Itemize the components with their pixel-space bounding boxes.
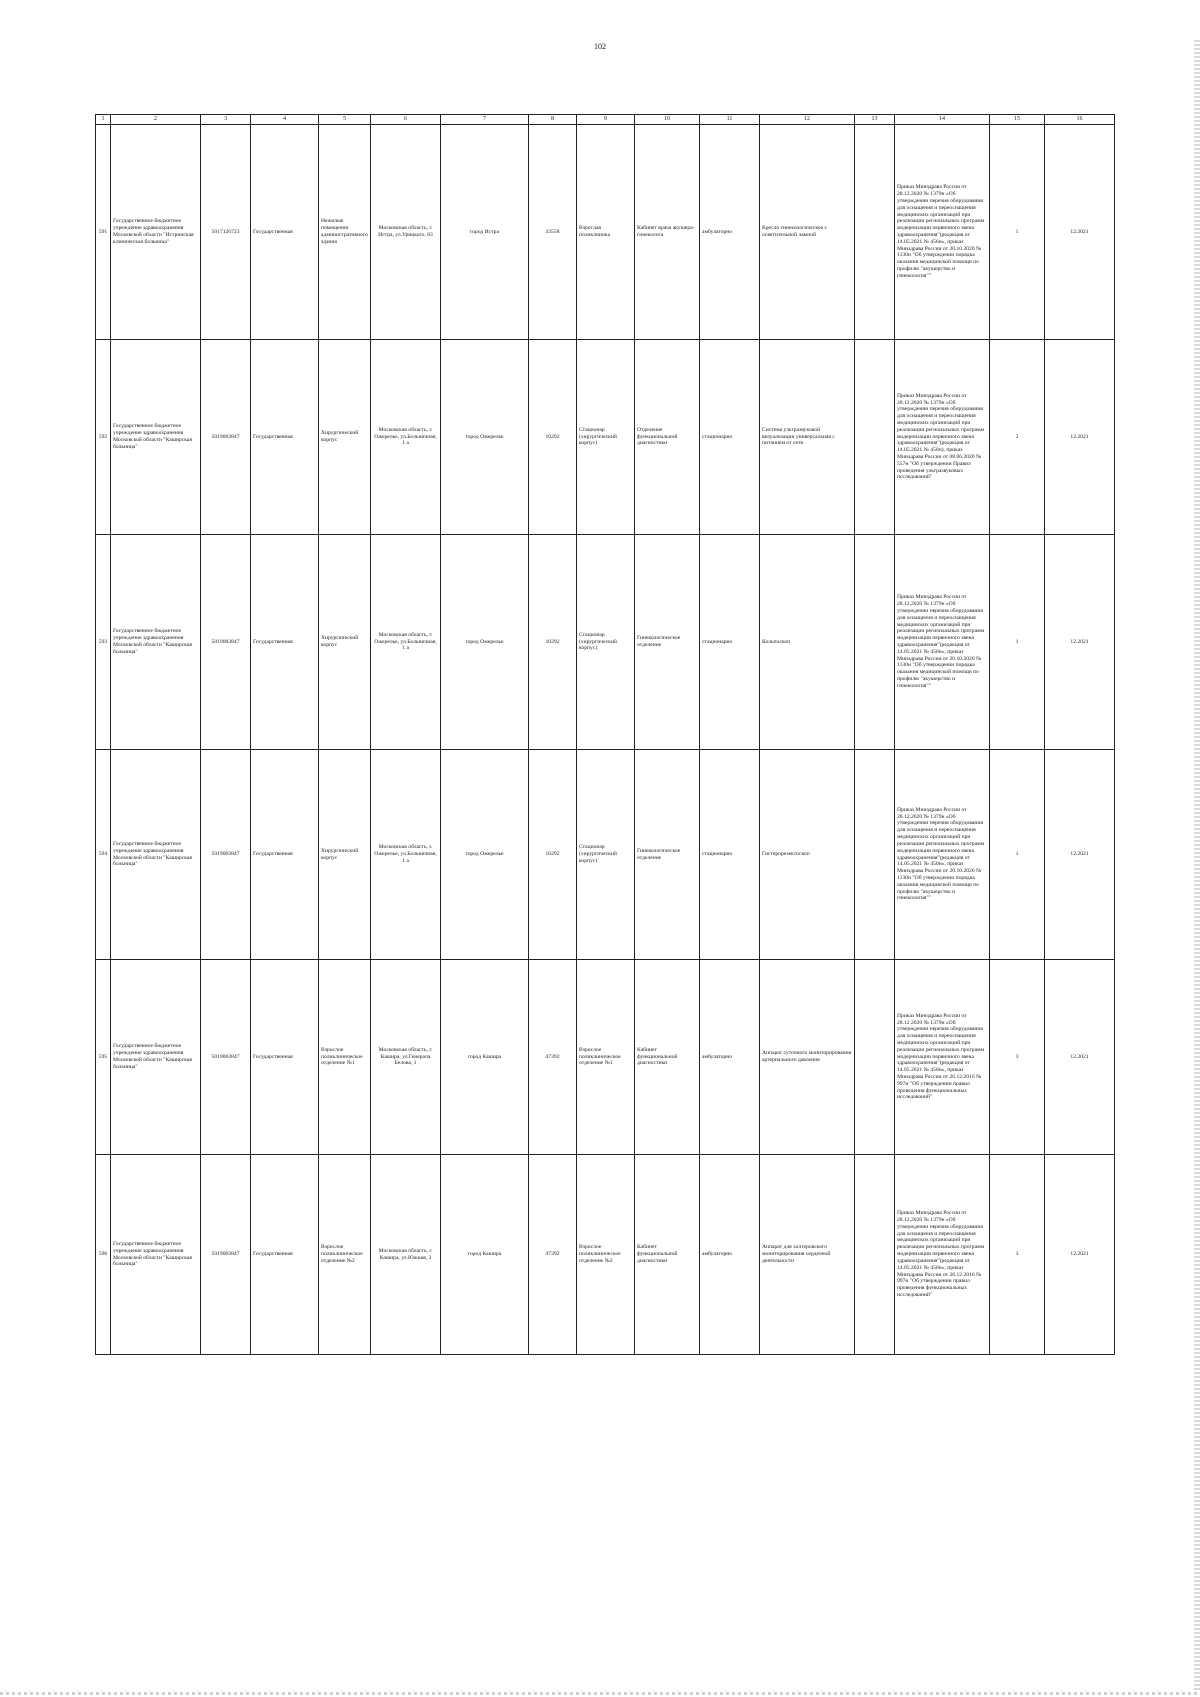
settlement-code: 33558 bbox=[529, 125, 577, 340]
column-13 bbox=[855, 535, 895, 750]
room: Кабинет функциональной диагностики bbox=[635, 960, 700, 1155]
organization-name: Государственное бюджетное учреждение здравоохранения Московской области "Каширская больница" bbox=[111, 750, 201, 960]
column-header: 15 bbox=[990, 115, 1045, 125]
room: Отделение функциональной диагностики bbox=[635, 340, 700, 535]
ownership-form: Государственная bbox=[251, 535, 319, 750]
table-row bbox=[96, 535, 1115, 750]
settlement-code: 10292 bbox=[529, 750, 577, 960]
care-condition: амбулаторно bbox=[700, 125, 760, 340]
settlement: город Истра bbox=[441, 125, 529, 340]
unit: Взрослое поликлиническое отделение №2 bbox=[577, 1155, 635, 1355]
building: Взрослое поликлиническое отделение №1 bbox=[319, 960, 371, 1155]
quantity: 1 bbox=[990, 750, 1045, 960]
column-header: 8 bbox=[529, 115, 577, 125]
organization-name: Государственное бюджетное учреждение здравоохранения Московской области "Каширская больница" bbox=[111, 340, 201, 535]
legal-basis bbox=[895, 1155, 990, 1355]
table-row bbox=[96, 750, 1115, 960]
legal-basis-text: Приказ Минздрава России от 28.12.2020 № 1379н «Об утверждении перечня оборудования для оснащения и переоснащения медицинских организаций при реализации региональных программ модернизации первичного звена здравоохранения"(редакция от 14.05.2021 № 456н», приказ Минздрава России от 20.10.2020 № 1130н "Об утверждении порядка оказания медицинской помощи по профилю "акушерство и гинекология"" bbox=[897, 184, 985, 279]
care-condition: стационарно bbox=[700, 750, 760, 960]
column-header: 2 bbox=[111, 115, 201, 125]
quantity: 3 bbox=[990, 1155, 1045, 1355]
unit: Взрослая поликлиника bbox=[577, 125, 635, 340]
table-row bbox=[96, 340, 1115, 535]
building: Хирургический корпус bbox=[319, 750, 371, 960]
column-header: 13 bbox=[855, 115, 895, 125]
building: Хирургический корпус bbox=[319, 535, 371, 750]
column-header: 3 bbox=[201, 115, 251, 125]
equipment-name: Аппарат для холтеровского мониторирования сердечной деятельности bbox=[760, 1155, 855, 1355]
ownership-form: Государственная bbox=[251, 960, 319, 1155]
legal-basis bbox=[895, 750, 990, 960]
address: Московская область, г. Кашира, ул.Южная, 3 bbox=[371, 1155, 441, 1355]
care-condition: амбулаторно bbox=[700, 1155, 760, 1355]
settlement-code: 47392 bbox=[529, 960, 577, 1155]
delivery-date: 12.2021 bbox=[1045, 340, 1115, 535]
row-number: 592 bbox=[96, 340, 111, 535]
table-row bbox=[96, 125, 1115, 340]
column-header: 7 bbox=[441, 115, 529, 125]
table-row bbox=[96, 960, 1115, 1155]
unit: Стационар (хирургический корпус) bbox=[577, 750, 635, 960]
column-number-row bbox=[96, 115, 1115, 125]
equipment-name: Гистерорезектоскоп bbox=[760, 750, 855, 960]
ownership-form: Государственная bbox=[251, 340, 319, 535]
row-number: 594 bbox=[96, 750, 111, 960]
unit: Стационар (хирургический корпус) bbox=[577, 340, 635, 535]
quantity: 1 bbox=[990, 535, 1045, 750]
settlement-code: 10292 bbox=[529, 340, 577, 535]
building: Нежилые помещения административного здания bbox=[319, 125, 371, 340]
unit: Стационар (хирургический корпус) bbox=[577, 535, 635, 750]
ownership-form: Государственная bbox=[251, 750, 319, 960]
column-13 bbox=[855, 750, 895, 960]
inn: 5019003847 bbox=[201, 340, 251, 535]
room: Кабинет функциональной диагностики bbox=[635, 1155, 700, 1355]
column-header: 14 bbox=[895, 115, 990, 125]
building: Хирургический корпус bbox=[319, 340, 371, 535]
legal-basis bbox=[895, 960, 990, 1155]
legal-basis bbox=[895, 125, 990, 340]
quantity: 2 bbox=[990, 340, 1045, 535]
ownership-form: Государственная bbox=[251, 125, 319, 340]
row-number: 593 bbox=[96, 535, 111, 750]
legal-basis-text: Приказ Минздрава России от 28.12.2020 № 1379н «Об утверждении перечня оборудования для оснащения и переоснащения медицинских организаций при реализации региональных программ модернизации первичного звена здравоохранения"(редакция от 14.05.2021 № 450н», приказ Минздрава России от 20.10.2020 № 1130н "Об утверждении порядка оказания медицинской помощи по профилю "акушерство и гинекология"" bbox=[897, 806, 985, 902]
care-condition: стационарно bbox=[700, 535, 760, 750]
column-13 bbox=[855, 1155, 895, 1355]
inn: 5019003847 bbox=[201, 960, 251, 1155]
delivery-date: 12.2021 bbox=[1045, 1155, 1115, 1355]
address: Московская область, г. Кашира, ул.Генерала Белова, 1 bbox=[371, 960, 441, 1155]
organization-name: Государственное бюджетное учреждение здравоохранения Московской области "Истринская клиническая больница" bbox=[111, 125, 201, 340]
unit: Взрослое поликлиническое отделение №1 bbox=[577, 960, 635, 1155]
column-13 bbox=[855, 125, 895, 340]
column-header: 9 bbox=[577, 115, 635, 125]
room: Кабинет врача акушера-гинеколога bbox=[635, 125, 700, 340]
column-header: 10 bbox=[635, 115, 700, 125]
care-condition: стационарно bbox=[700, 340, 760, 535]
quantity: 3 bbox=[990, 960, 1045, 1155]
column-header: 11 bbox=[700, 115, 760, 125]
equipment-name: Кольпоскоп bbox=[760, 535, 855, 750]
organization-name: Государственное бюджетное учреждение здравоохранения Московской области "Каширская больница" bbox=[111, 960, 201, 1155]
legal-basis-text: Приказ Минздрава России от 28.12.2020 № 1379н «Об утверждении перечня оборудования для оснащения и переоснащения медицинских организаций при реализации региональных программ модернизации первичного звена здравоохранения"(редакция от 14.05.2021 № 450н», приказ Минздрава России от 26.12.2016 № 997н "Об утверждении правил проведения функциональных исследований" bbox=[897, 1210, 985, 1298]
settlement: город Ожерелье bbox=[441, 535, 529, 750]
legal-basis-text: Приказ Минздрава России от 28.12.2020 № 1379н «Об утверждении перечня оборудования для оснащения и переоснащения медицинских организаций при реализации региональных программ модернизации первичного звена здравоохранения"(редакция от 14.05.2021 № 450н), приказ Минздрава России от 08.06.2020 № 557н "Об утверждении Правил проведения ультразвуковых исследований" bbox=[897, 392, 985, 481]
delivery-date: 12.2021 bbox=[1045, 750, 1115, 960]
settlement-code: 47392 bbox=[529, 1155, 577, 1355]
organization-name: Государственное бюджетное учреждение здравоохранения Московской области "Каширская больница" bbox=[111, 1155, 201, 1355]
room: Гинекологическое отделение bbox=[635, 535, 700, 750]
column-header: 4 bbox=[251, 115, 319, 125]
organization-name: Государственное бюджетное учреждение здравоохранения Московской области "Каширская больница" bbox=[111, 535, 201, 750]
equipment-name: Система ультразвуковой визуализации универсальная с питанием от сети bbox=[760, 340, 855, 535]
scan-edge-right bbox=[1194, 40, 1200, 1690]
equipment-name: Кресло гинекологическое с осветительной лампой bbox=[760, 125, 855, 340]
scan-edge-bottom bbox=[0, 1692, 1200, 1695]
column-13 bbox=[855, 960, 895, 1155]
inn: 5019003847 bbox=[201, 750, 251, 960]
delivery-date: 12.2021 bbox=[1045, 960, 1115, 1155]
inn: 5019003847 bbox=[201, 535, 251, 750]
legal-basis-text: Приказ Минздрава России от 28.12.2020 № 1379н «Об утверждении перечня оборудования для оснащения и переоснащения медицинских организаций при реализации региональных программ модернизации первичного звена здравоохранения"(редакция от 14.05.2021 № 450н», приказ Минздрава России от 20.10.2020 № 1130н "Об утверждении порядка оказания медицинской помощи по профилю "акушерство и гинекология"" bbox=[897, 594, 985, 689]
building: Взрослое поликлиническое отделение №2 bbox=[319, 1155, 371, 1355]
equipment-registry-table bbox=[95, 114, 1115, 1355]
delivery-date: 12.2021 bbox=[1045, 125, 1115, 340]
column-header: 16 bbox=[1045, 115, 1115, 125]
settlement: город Ожерелье bbox=[441, 750, 529, 960]
column-header: 12 bbox=[760, 115, 855, 125]
column-13 bbox=[855, 340, 895, 535]
legal-basis-text: Приказ Минздрава России от 28.12.2020 № 1379н «Об утверждении перечня оборудования для оснащения и переоснащения медицинских организаций при реализации региональных программ модернизации первичного звена здравоохранения"(редакция от 14.05.2021 № 450н», приказ Минздрава России от 26.12.2016 № 997н "Об утверждении правил проведения функциональных исследований" bbox=[897, 1012, 985, 1101]
address: Московская область, г. Ожерелье, ул.Больничная, 1 а bbox=[371, 340, 441, 535]
care-condition: амбулаторно bbox=[700, 960, 760, 1155]
ownership-form: Государственная bbox=[251, 1155, 319, 1355]
column-header: 5 bbox=[319, 115, 371, 125]
column-header: 1 bbox=[96, 115, 111, 125]
settlement-code: 10292 bbox=[529, 535, 577, 750]
address: Московская область, г. Истра, ул.Урицкого, 83 bbox=[371, 125, 441, 340]
quantity: 1 bbox=[990, 125, 1045, 340]
room: Гинекологическое отделение bbox=[635, 750, 700, 960]
inn: 5017126723 bbox=[201, 125, 251, 340]
table-row bbox=[96, 1155, 1115, 1355]
settlement: город Ожерелье bbox=[441, 340, 529, 535]
equipment-name: Аппарат суточного мониторирования артериального давления bbox=[760, 960, 855, 1155]
inn: 5019003847 bbox=[201, 1155, 251, 1355]
settlement: город Кашира bbox=[441, 960, 529, 1155]
legal-basis bbox=[895, 340, 990, 535]
column-header: 6 bbox=[371, 115, 441, 125]
address: Московская область, г. Ожерелье, ул.Больничная, 1 а bbox=[371, 750, 441, 960]
legal-basis bbox=[895, 535, 990, 750]
row-number: 591 bbox=[96, 125, 111, 340]
page-number: 102 bbox=[594, 42, 606, 51]
row-number: 595 bbox=[96, 960, 111, 1155]
address: Московская область, г. Ожерелье, ул.Больничная, 1 а bbox=[371, 535, 441, 750]
settlement: город Кашира bbox=[441, 1155, 529, 1355]
delivery-date: 12.2021 bbox=[1045, 535, 1115, 750]
row-number: 596 bbox=[96, 1155, 111, 1355]
